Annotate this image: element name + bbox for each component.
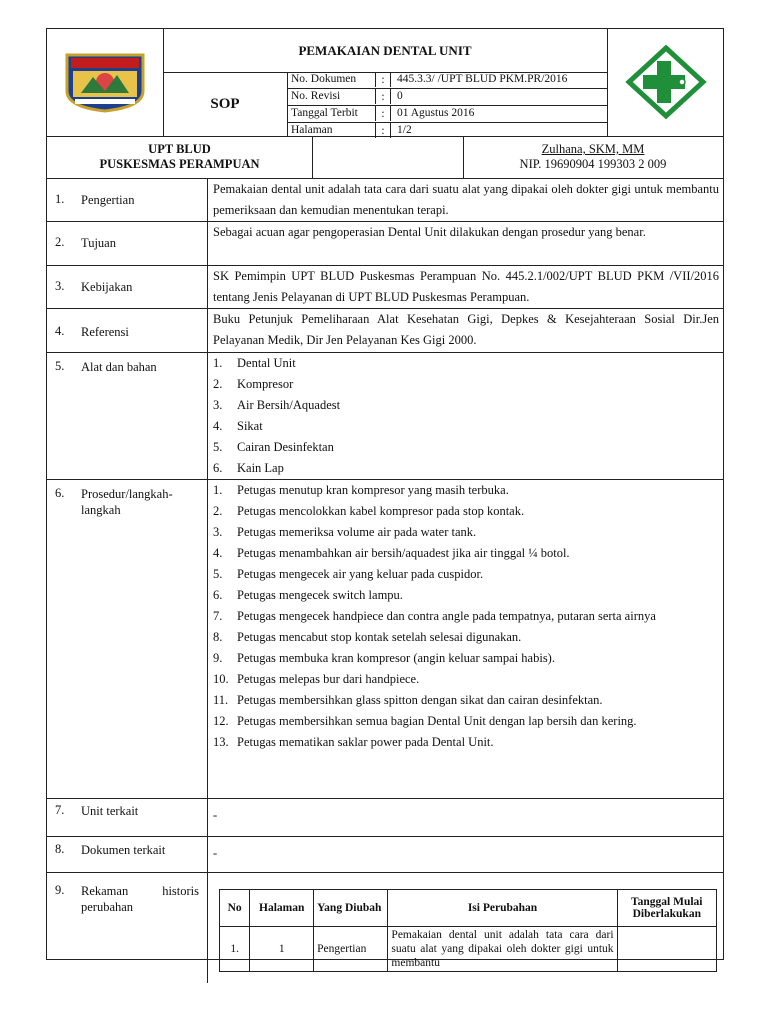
sop-label: SOP	[163, 72, 288, 136]
history-header-row	[220, 890, 717, 927]
list-item: 5. Cairan Desinfektan	[213, 440, 334, 454]
section-label: Pengertian	[81, 193, 135, 207]
signature-blank	[313, 137, 464, 178]
list-item: 9. Petugas membuka kran kompresor (angin keluar sampai habis).	[213, 651, 555, 665]
left-logo-cell	[47, 29, 164, 136]
section-number: 3.	[55, 279, 65, 293]
section-number: 1.	[55, 192, 65, 206]
meta-row	[287, 89, 607, 106]
section-row	[47, 353, 723, 480]
list-item: 6. Kain Lap	[213, 461, 284, 475]
section-number: 6.	[55, 486, 65, 500]
history-header-page: Halaman	[250, 890, 314, 927]
history-header-date: Tanggal Mulai Diberlakukan	[617, 890, 716, 927]
list-item: 4. Petugas menambahkan air bersih/aquadest jika air tinggal ¼ botol.	[213, 546, 570, 560]
meta-colon: :	[375, 89, 391, 104]
section-content: SK Pemimpin UPT BLUD Puskesmas Perampuan No. 445.2.1/002/UPT BLUD PKM /VII/2016 tentang Jenis Pelayanan di UPT BLUD Puskesmas Perampuan.	[207, 266, 723, 308]
meta-value: 0	[397, 90, 403, 102]
history-cell-no: 1.	[220, 927, 250, 972]
section-content: Pemakaian dental unit adalah tata cara dari suatu alat yang dipakai oleh dokter gigi untuk membantu pemeriksaan dan kemudian menentukan terapi.	[207, 179, 723, 221]
document-header	[47, 29, 723, 137]
list-item: 12. Petugas membersihkan semua bagian Dental Unit dengan lap bersih dan kering.	[213, 714, 637, 728]
section-row	[47, 873, 723, 983]
meta-colon: :	[375, 72, 391, 87]
section-row	[47, 480, 723, 799]
document-title: PEMAKAIAN DENTAL UNIT	[163, 29, 607, 73]
section-row	[47, 837, 723, 873]
history-table	[219, 889, 717, 972]
section-row	[47, 179, 723, 222]
history-cell-changed: Pengertian	[314, 927, 388, 972]
list-item: 10. Petugas melepas bur dari handpiece.	[213, 672, 420, 686]
section-number: 7.	[55, 803, 65, 817]
meta-value: 01 Agustus 2016	[397, 107, 475, 119]
section-label: Unit terkait	[81, 804, 139, 818]
signer-nip: NIP. 19690904 199303 2 009	[519, 157, 667, 171]
list-item: 5. Petugas mengecek air yang keluar pada cuspidor.	[213, 567, 484, 581]
section-label: Tujuan	[81, 236, 116, 250]
section-row	[47, 799, 723, 837]
section-label: Dokumen terkait	[81, 843, 166, 857]
institution-row	[47, 137, 723, 179]
meta-key: Tanggal Terbit	[291, 107, 358, 119]
meta-key: No. Revisi	[291, 90, 341, 102]
institution-line1: UPT BLUD	[148, 142, 211, 156]
section-content	[207, 353, 723, 479]
list-item: 1. Petugas menutup kran kompresor yang masih terbuka.	[213, 483, 509, 497]
section-number: 4.	[55, 324, 65, 338]
institution-name	[47, 137, 313, 178]
table-row	[220, 927, 717, 972]
section-row	[47, 266, 723, 309]
meta-row	[287, 106, 607, 123]
history-header-changed: Yang Diubah	[314, 890, 388, 927]
section-number: 5.	[55, 359, 65, 373]
section-content: Buku Petunjuk Pemeliharaan Alat Kesehatan Gigi, Depkes & Kesejahteraan Sosial Dir.Jen Pelayanan Medik, Dir Jen Pelayanan Kes Gigi 2000.	[207, 309, 723, 352]
meta-key: No. Dokumen	[291, 73, 357, 85]
section-label: Kebijakan	[81, 280, 133, 294]
list-item: 1. Dental Unit	[213, 356, 296, 370]
list-item: 4. Sikat	[213, 419, 263, 433]
meta-key: Halaman	[291, 124, 333, 136]
section-number: 9.	[55, 883, 65, 897]
section-label: Rekaman historis perubahan	[81, 884, 199, 914]
list-item: 3. Air Bersih/Aquadest	[213, 398, 341, 412]
section-row	[47, 309, 723, 353]
sop-document	[46, 28, 724, 969]
section-label: Prosedur/langkah-langkah	[81, 487, 173, 517]
procedure-list	[213, 480, 719, 753]
section-content	[207, 480, 723, 798]
section-number: 2.	[55, 235, 65, 249]
list-item: 3. Petugas memeriksa volume air pada water tank.	[213, 525, 477, 539]
section-number: 8.	[55, 842, 65, 856]
signer-block	[463, 137, 723, 178]
section-label: Referensi	[81, 325, 129, 339]
section-label: Alat dan bahan	[81, 360, 157, 374]
section-content: -	[207, 799, 723, 836]
history-header-no: No	[220, 890, 250, 927]
lombok-barat-emblem-icon	[63, 51, 147, 113]
meta-value: 445.3.3/ /UPT BLUD PKM.PR/2016	[397, 73, 568, 85]
materials-list	[213, 353, 719, 479]
list-item: 2. Kompresor	[213, 377, 294, 391]
history-cell-date	[617, 927, 716, 972]
list-item: 11. Petugas membersihkan glass spitton dengan sikat dan cairan desinfektan.	[213, 693, 603, 707]
section-content: -	[207, 837, 723, 872]
meta-colon: :	[375, 123, 391, 138]
history-header-content: Isi Perubahan	[388, 890, 617, 927]
list-item: 7. Petugas mengecek handpiece dan contra angle pada tempatnya, putaran serta airnya	[213, 609, 656, 623]
right-logo-cell	[607, 29, 724, 136]
list-item: 2. Petugas mencolokkan kabel kompresor pada stop kontak.	[213, 504, 525, 518]
meta-colon: :	[375, 106, 391, 121]
list-item: 6. Petugas mengecek switch lampu.	[213, 588, 403, 602]
puskesmas-logo-icon	[625, 45, 707, 119]
meta-value: 1/2	[397, 124, 412, 136]
history-cell-content: Pemakaian dental unit adalah tata cara dari suatu alat yang dipakai oleh dokter gigi untuk membantu	[388, 927, 617, 972]
list-item: 13. Petugas mematikan saklar power pada Dental Unit.	[213, 735, 494, 749]
institution-line2: PUSKESMAS PERAMPUAN	[99, 157, 260, 171]
list-item: 8. Petugas mencabut stop kontak setelah selesai digunakan.	[213, 630, 522, 644]
section-row	[47, 222, 723, 266]
meta-row	[287, 72, 607, 89]
document-meta	[287, 72, 607, 139]
history-cell-page: 1	[250, 927, 314, 972]
section-content: Sebagai acuan agar pengoperasian Dental Unit dilakukan dengan prosedur yang benar.	[207, 222, 723, 265]
signer-name: Zulhana, SKM, MM	[541, 142, 645, 156]
